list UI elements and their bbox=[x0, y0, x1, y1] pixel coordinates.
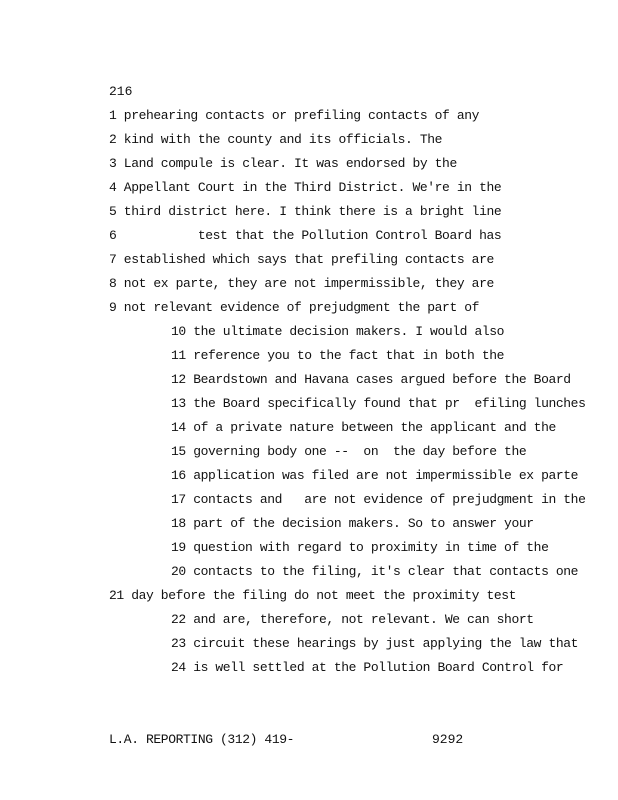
reporter-phone-suffix: 9292 bbox=[432, 732, 464, 747]
transcript-line: 5 third district here. I think there is a bright line bbox=[109, 204, 502, 219]
transcript-line: 10 the ultimate decision makers. I would also bbox=[171, 324, 505, 339]
transcript-line: 2 kind with the county and its officials. The bbox=[109, 132, 443, 147]
transcript-line: 21 day before the filing do not meet the proximity test bbox=[109, 588, 517, 603]
transcript-line: 3 Land compule is clear. It was endorsed by the bbox=[109, 156, 457, 171]
transcript-line: 16 application was filed are not impermissible ex parte bbox=[171, 468, 579, 483]
transcript-line: 4 Appellant Court in the Third District. We're in the bbox=[109, 180, 502, 195]
transcript-line: 9 not relevant evidence of prejudgment the part of bbox=[109, 300, 480, 315]
transcript-line: 19 question with regard to proximity in time of the bbox=[171, 540, 549, 555]
transcript-line: 13 the Board specifically found that pr efiling lunches bbox=[171, 396, 586, 411]
transcript-line: 11 reference you to the fact that in both the bbox=[171, 348, 505, 363]
transcript-line: 17 contacts and are not evidence of prejudgment in the bbox=[171, 492, 586, 507]
transcript-line: 12 Beardstown and Havana cases argued before the Board bbox=[171, 372, 571, 387]
transcript-line: 1 prehearing contacts or prefiling contacts of any bbox=[109, 108, 480, 123]
transcript-line: 8 not ex parte, they are not impermissible, they are bbox=[109, 276, 494, 291]
transcript-line: 23 circuit these hearings by just applying the law that bbox=[171, 636, 579, 651]
transcript-line: 18 part of the decision makers. So to answer your bbox=[171, 516, 534, 531]
transcript-line: 20 contacts to the filing, it's clear that contacts one bbox=[171, 564, 579, 579]
transcript-line: 14 of a private nature between the applicant and the bbox=[171, 420, 556, 435]
reporter-footer: L.A. REPORTING (312) 419- bbox=[109, 732, 295, 747]
page-number: 216 bbox=[109, 84, 133, 99]
transcript-line: 7 established which says that prefiling contacts are bbox=[109, 252, 494, 267]
transcript-line: 6 test that the Pollution Control Board has bbox=[109, 228, 502, 243]
transcript-line: 24 is well settled at the Pollution Board Control for bbox=[171, 660, 564, 675]
transcript-line: 22 and are, therefore, not relevant. We can short bbox=[171, 612, 534, 627]
transcript-line: 15 governing body one -- on the day before the bbox=[171, 444, 527, 459]
